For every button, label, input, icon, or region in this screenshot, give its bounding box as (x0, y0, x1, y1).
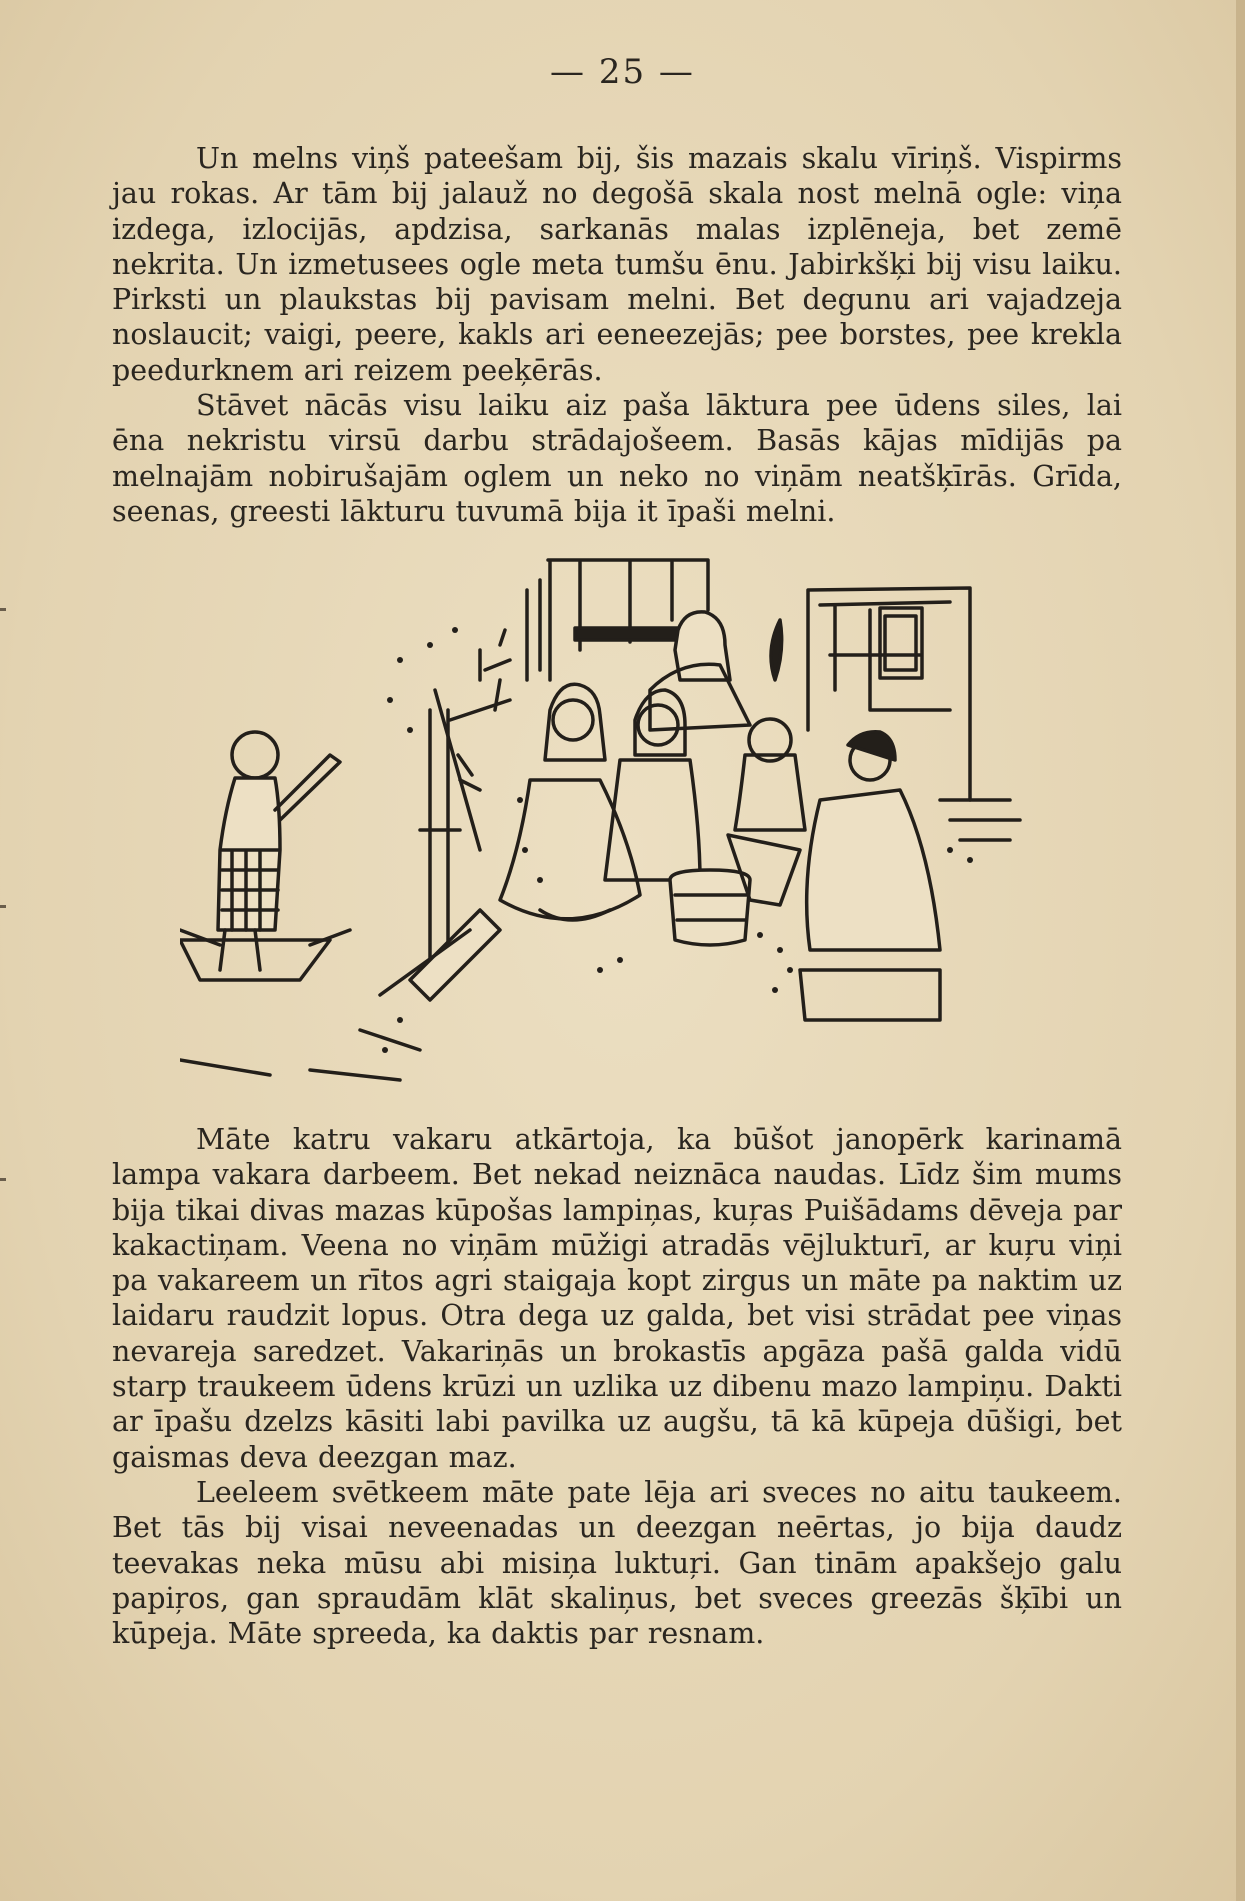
margin-mark (0, 1178, 6, 1181)
paragraph: Stāvet nācās visu laiku aiz paša lāktura pee ūdens siles, lai ēna nekristu virsū darbu strādajošeem. Basās kājas mīdijās pa melnajām nobirušajām oglem un neko no viņām neatšķīrās. Grīda, seenas, greesti lākturu tuvumā bija it īpaši melni. (112, 389, 1122, 528)
page-number: — 25 — (550, 52, 695, 92)
family-evening-work-scene-icon (180, 550, 1060, 1110)
paragraph: Māte katru vakaru atkārtoja, ka būšot janopērk karinamā lampa vakara darbeem. Bet nekad neiznāca naudas. Līdz šim mums bija tikai divas mazas kūpošas lampiņas, kuŗas Puišādams dēveja par kakactiņam. Veena no viņām mūžigi atradās vējlukturī, ar kuŗu viņi pa vakareem un rītos agri staigaja kopt zirgus un māte pa naktim uz laidaru raudzit lopus. Otra dega uz galda, bet visi strādat pee viņas nevareja saredzet. Vakariņās un brokastīs apgāza pašā galda vidū starp traukeem ūdens krūzi un uzlika uz dibenu mazo lampiņu. Dakti ar īpašu dzelzs kāsiti labi pavilka uz augšu, tā kā kūpeja dūšigi, bet gaismas deva deezgan maz. (112, 1123, 1122, 1474)
margin-mark (0, 905, 6, 908)
text-block-top (112, 141, 1122, 529)
paragraph: Leeleem svētkeem māte pate lēja ari sveces no aitu taukeem. Bet tās bij visai neveenadas un deezgan neērtas, jo bija daudz teevakas neka mūsu abi misiņa luktuŗi. Gan tinām apakšejo galu papiŗos, gan spraudām klāt skaliņus, bet sveces greezās šķībi un kūpeja. Māte spreeda, ka daktis par resnam. (112, 1475, 1122, 1651)
paragraph: Un melns viņš pateešam bij, šis mazais skalu vīriņš. Vispirms jau rokas. Ar tām bij jalauž no degošā skala nost melnā ogle: viņa izdega, izlocijās, apdzisa, sarkanās malas izplēneja, bet zemē nekrita. Un izmetusees ogle meta tumšu ēnu. Jabirkšķi bij visu laiku. Pirksti un plaukstas bij pavisam melni. Bet degunu ari vajadzeja noslaucit; vaigi, peere, kakls ari eeneezejās; pee borstes, pee krekla peedurknem ari reizem peeķērās. (112, 142, 1122, 387)
text-block-bottom (112, 1122, 1122, 1651)
margin-mark (0, 608, 6, 611)
illustration (180, 550, 1060, 1110)
page-edge (1236, 0, 1245, 1901)
